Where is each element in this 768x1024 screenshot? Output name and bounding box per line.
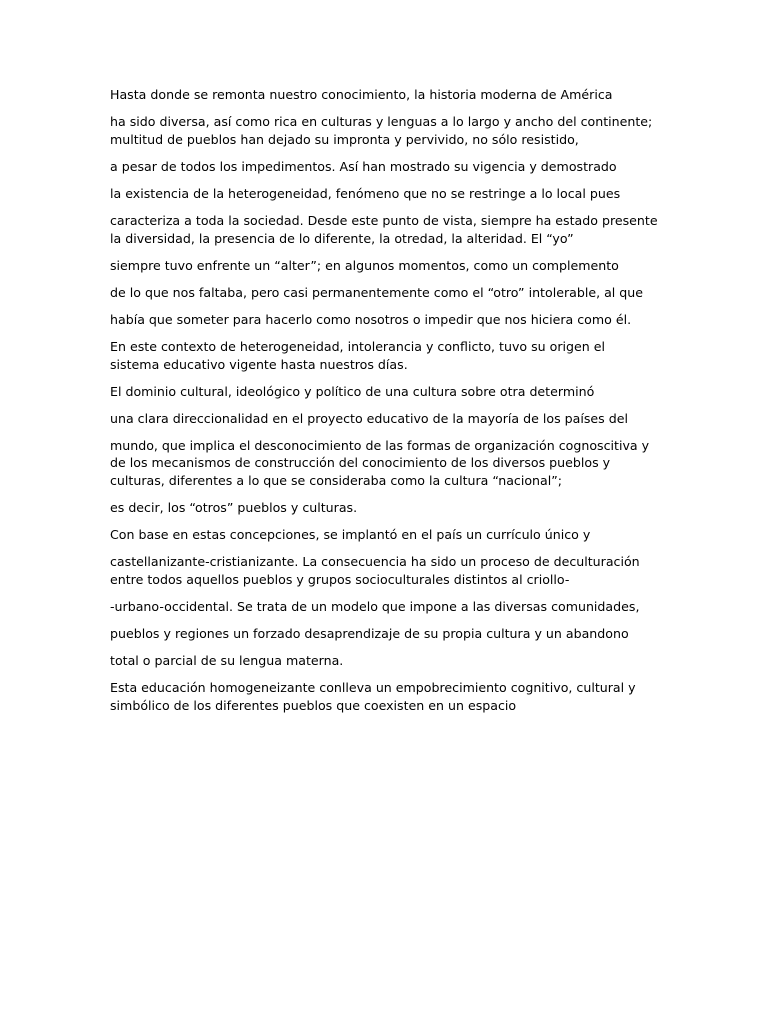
paragraph: había que someter para hacerlo como nosotros o impedir que nos hiciera como él. <box>110 311 632 327</box>
paragraph: total o parcial de su lengua materna. <box>110 653 344 669</box>
paragraph: pueblos y regiones un forzado desaprendizaje de su propia cultura y un abandono <box>110 626 629 642</box>
paragraph: de lo que nos faltaba, pero casi permanentemente como el “otro” intolerable, al que <box>110 284 644 300</box>
paragraph: la existencia de la heterogeneidad, fenómeno que no se restringe a lo local pues <box>110 185 621 201</box>
paragraph: -urbano-occidental. Se trata de un modelo que impone a las diversas comunidades, <box>110 598 640 614</box>
document-body <box>110 86 658 724</box>
paragraph: castellanizante-cristianizante. La consecuencia ha sido un proceso de deculturación entre todos aquellos pueblos y grupos socioculturales distintos al criollo- <box>110 554 640 587</box>
paragraph: mundo, que implica el desconocimiento de las formas de organización cognoscitiva y de los mecanismos de construcción del conocimiento de los diversos pueblos y culturas, diferentes a lo que se consideraba como la cultura “nacional”; <box>110 437 650 488</box>
paragraph: a pesar de todos los impedimentos. Así han mostrado su vigencia y demostrado <box>110 158 617 174</box>
paragraph: Esta educación homogeneizante conlleva un empobrecimiento cognitivo, cultural y simbólico de los diferentes pueblos que coexisten en un espacio <box>110 680 636 713</box>
paragraph: El dominio cultural, ideológico y político de una cultura sobre otra determinó <box>110 383 595 399</box>
paragraph: Con base en estas concepciones, se implantó en el país un currículo único y <box>110 527 591 543</box>
paragraph: una clara direccionalidad en el proyecto educativo de la mayoría de los países del <box>110 410 628 426</box>
paragraph: Hasta donde se remonta nuestro conocimiento, la historia moderna de América <box>110 87 613 102</box>
paragraph: caracteriza a toda la sociedad. Desde este punto de vista, siempre ha estado presente la diversidad, la presencia de lo diferente, la otredad, la alteridad. El “yo” <box>110 212 658 246</box>
paragraph: es decir, los “otros” pueblos y culturas. <box>110 500 358 516</box>
paragraph: ha sido diversa, así como rica en culturas y lenguas a lo largo y ancho del continente; multitud de pueblos han dejado su impronta y pervivido, no sólo resistido, <box>110 114 653 147</box>
paragraph: En este contexto de heterogeneidad, intolerancia y conflicto, tuvo su origen el sistema educativo vigente hasta nuestros días. <box>110 338 606 372</box>
paragraph: siempre tuvo enfrente un “alter”; en algunos momentos, como un complemento <box>110 257 619 273</box>
